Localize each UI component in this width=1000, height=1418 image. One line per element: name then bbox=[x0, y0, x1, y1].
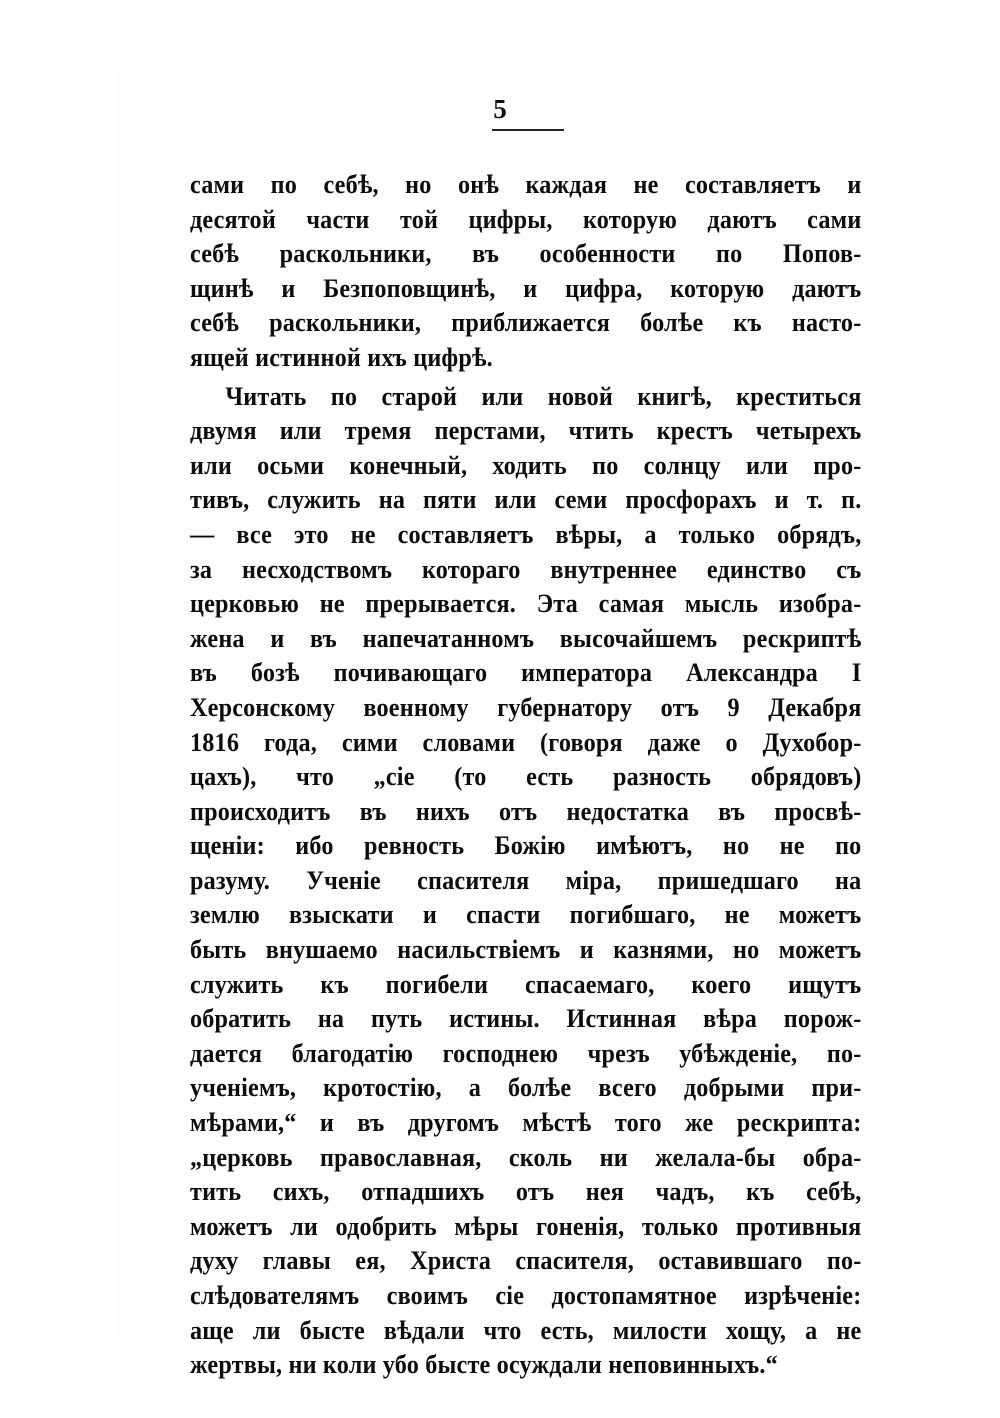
text-line: жертвы, ни коли убо бысте осуждали неповинныхъ.“ bbox=[190, 1350, 778, 1380]
text-line: слѣдователямъ своимъ сіе достопамятное изрѣченіе: bbox=[190, 1281, 862, 1310]
text-line: ящей истинной ихъ цифрѣ. bbox=[190, 342, 493, 372]
text-line: быть внушаемо насильствіемъ и казнями, но можетъ bbox=[190, 935, 862, 965]
paragraph-1 bbox=[190, 168, 862, 376]
text-line: мѣрами,“ и въ другомъ мѣстѣ того же рескрипта: bbox=[190, 1108, 862, 1138]
text-line: 1816 года, сими словами (говоря даже о Духобор- bbox=[190, 727, 862, 757]
text-line: или осьми конечный, ходить по солнцу или про- bbox=[190, 450, 862, 480]
text-line: дается благодатію господнею чрезъ убѣжденіе, по- bbox=[190, 1038, 862, 1068]
paragraph-2 bbox=[190, 380, 862, 1383]
text-line: служить къ погибели спасаемаго, коего ищутъ bbox=[190, 969, 862, 999]
text-line: духу главы ея, Христа спасителя, оставившаго по- bbox=[190, 1246, 862, 1276]
text-line: себѣ раскольники, въ особенности по Попов- bbox=[190, 239, 862, 269]
text-line: двумя или тремя перстами, чтить крестъ четырехъ bbox=[190, 416, 862, 446]
body-text bbox=[190, 168, 862, 1383]
text-line: обратить на путь истины. Истинная вѣра порож- bbox=[190, 1004, 862, 1034]
text-line: тивъ, служить на пяти или семи просфорахъ и т. п. bbox=[190, 485, 862, 515]
text-line: сами по себѣ, но онѣ каждая не составляетъ и bbox=[190, 170, 862, 199]
text-line: „церковь православная, сколь ни желала-бы обра- bbox=[190, 1142, 862, 1172]
text-line: происходитъ въ нихъ отъ недостатка въ просвѣ- bbox=[190, 796, 862, 826]
text-line: десятой части той цифры, которую даютъ сами bbox=[190, 204, 862, 234]
text-line: землю взыскати и спасти погибшаго, не можетъ bbox=[190, 900, 862, 930]
text-line: тить сихъ, отпадшихъ отъ нея чадъ, къ себѣ, bbox=[190, 1177, 862, 1207]
text-line: аще ли бысте вѣдали что есть, милости хощу, а не bbox=[190, 1315, 862, 1345]
text-line: — все это не составляетъ вѣры, а только обрядъ, bbox=[190, 519, 862, 549]
text-line: цахъ), что „сіе (то есть разность обрядовъ) bbox=[190, 762, 862, 792]
text-line: Херсонскому военному губернатору отъ 9 Декабря bbox=[190, 692, 862, 722]
page-number: 5 bbox=[493, 94, 507, 124]
text-line: въ бозѣ почивающаго императора Александра I bbox=[190, 658, 862, 688]
text-line: за несходствомъ котораго внутреннее единство съ bbox=[190, 554, 862, 584]
text-line: ученіемъ, кротостію, а болѣе всего добрыми при- bbox=[190, 1073, 862, 1103]
text-line: жена и въ напечатанномъ высочайшемъ рескриптѣ bbox=[190, 623, 862, 653]
text-line: церковью не прерывается. Эта самая мысль изобра- bbox=[190, 589, 862, 619]
text-line: разуму. Ученіе спасителя міра, пришедшаго на bbox=[190, 865, 862, 895]
page-number-rule bbox=[492, 129, 564, 131]
text-line: щинѣ и Безпоповщинѣ, и цифра, которую даютъ bbox=[190, 273, 862, 303]
text-line: себѣ раскольники, приближается болѣе къ насто- bbox=[190, 308, 862, 338]
text-line: можетъ ли одобрить мѣры гоненія, только противныя bbox=[190, 1211, 862, 1241]
text-line: Читать по старой или новой книгѣ, креститься bbox=[225, 381, 862, 411]
text-line: щеніи: ибо ревность Божію имѣютъ, но не по bbox=[190, 831, 862, 861]
